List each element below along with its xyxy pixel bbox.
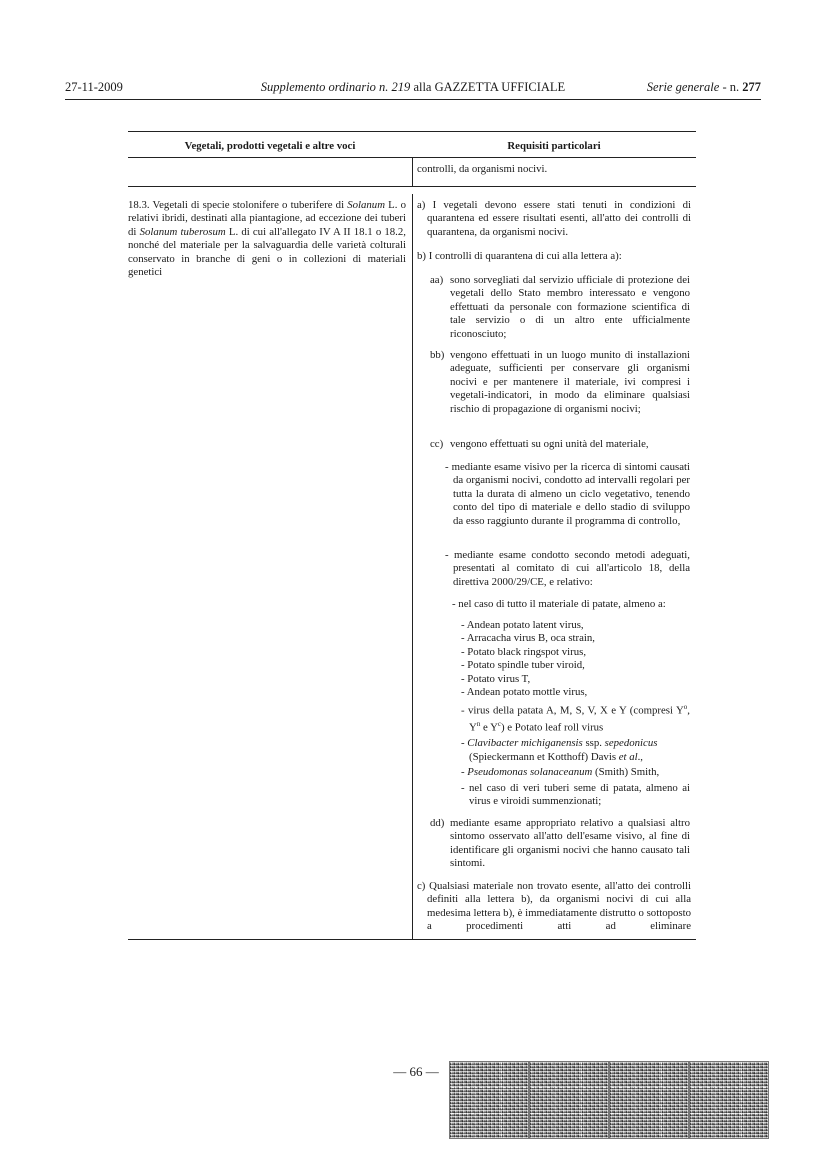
list-item: - Potato spindle tuber viroid,	[461, 659, 585, 672]
label-bb: bb)	[430, 349, 445, 361]
header-supplement: Supplemento ordinario n. 219	[260, 80, 411, 94]
table-bottom-rule	[128, 939, 696, 940]
potato-material-intro: - nel caso di tutto il materiale di patate, almeno a:	[452, 598, 666, 610]
page-number: — 66 —	[393, 1064, 439, 1079]
header-issue-number: 277	[742, 80, 761, 94]
genus-solanum: Solanum	[347, 199, 386, 211]
requirement-b: b) I controlli di quarantena di cui alla lettera a):	[417, 250, 622, 262]
requirement-cc-visual-exam: - mediante esame visivo per la ricerca di sintomi causati da organismi nocivi, condotto ad intervalli regolari per tutta la durata di almeno un ciclo vegetativo, tenendo conto del tipo di materiale e dello stadio di sviluppo da esso raggiunto durante il programma di controllo,	[445, 461, 690, 527]
header-gazette: alla GAZZETTA UFFICIALE	[410, 80, 566, 94]
column-divider	[412, 194, 413, 939]
continuation-divider	[412, 157, 413, 186]
requirement-cc-methods: - mediante esame condotto secondo metodi adeguati, presentati al comitato di cui all'articolo 18, della direttiva 2000/29/CE, e relativo:	[445, 549, 690, 588]
list-item: - Andean potato latent virus,	[461, 619, 584, 631]
page-header	[65, 80, 761, 96]
list-item: - Andean potato mottle virus,	[461, 686, 588, 699]
list-item-clavibacter: - Clavibacter michiganensis ssp. sepedonicus (Spieckermann et Kotthoff) Davis et al.,	[461, 737, 658, 763]
list-item: - Arracacha virus B, oca strain,	[461, 632, 596, 645]
item-18-3-description: 18.3. Vegetali di specie stolonifere o tuberifere di Solanum L. o relativi ibridi, destinati alla piantagione, ad eccezione dei tuberi di Solanum tuberosum L. di cui all'allegato IV A II 18.1 o 18.2, nonché del materiale per la salvaguardia delle varietà colturali conservato in branche di geni o in collezioni di materiali genetici	[128, 199, 406, 279]
table-top-rule	[128, 131, 696, 132]
print-mark-pattern	[529, 1061, 609, 1139]
list-item-true-seed: - nel caso di veri tuberi seme di patata, almeno ai virus e viroidi summenzionati;	[461, 781, 690, 808]
print-mark-pattern	[689, 1061, 769, 1139]
header-rule	[65, 99, 761, 100]
species-solanum-tuberosum: Solanum tuberosum	[139, 225, 226, 238]
continuation-text: controlli, da organismi nocivi.	[417, 163, 548, 175]
list-item-pseudomonas: - Pseudomonas solanaceanum (Smith) Smith,	[461, 766, 660, 779]
column-header-plants: Vegetali, prodotti vegetali e altre voci	[184, 140, 356, 152]
label-dd: dd)	[430, 817, 445, 829]
header-series-label: Serie generale	[646, 80, 720, 94]
requirement-bb: vengono effettuati in un luogo munito di installazioni adeguate, sufficienti per conservare gli organismi nocivi e per mantenere il materiale, ivi compresi i vegetali-indicatori, in modo da eliminare qualsiasi rischio di propagazione di organismi nocivi;	[450, 349, 690, 415]
label-aa: aa)	[430, 274, 444, 286]
list-item: - Potato black ringspot virus,	[461, 645, 587, 658]
requirement-c: c) Qualsiasi materiale non trovato esente, all'atto dei controlli definiti alla lettera b), da organismi nocivi di cui alla medesima lettera b), è immediatamente distrutto o sottoposto a procedimenti atti ad eliminare	[417, 880, 691, 933]
requirement-aa: sono sorvegliati dal servizio ufficiale di protezione dei vegetali dello Stato membro interessato e vengono effettuati da personale con formazione scientifica di tale servizio o di un altro ente ufficialmente riconosciuto;	[450, 274, 690, 340]
header-date: 27-11-2009	[65, 80, 123, 94]
print-mark-pattern	[449, 1061, 529, 1139]
list-item: - Potato virus T,	[461, 672, 531, 685]
requirement-dd: mediante esame appropriato relativo a qualsiasi altro sintomo osservato all'atto dell'esame visivo, al fine di identificare gli organismi nocivi che hanno causato tali sintomi.	[450, 817, 690, 870]
virus-list	[461, 619, 690, 808]
header-series: Serie generale - n. 277	[646, 80, 761, 94]
requirement-cc: vengono effettuati su ogni unità del materiale,	[450, 438, 649, 450]
requirements-table	[128, 131, 696, 939]
list-item-potato-viruses: - virus della patata A, M, S, V, X e Y (compresi $Y^o$, $Y^n$ e $Y^c$) e Potato leaf roll virus	[461, 703, 690, 735]
label-cc: cc)	[430, 438, 444, 450]
column-header-requirements: Requisiti particolari	[507, 140, 601, 152]
print-mark-pattern	[609, 1061, 689, 1139]
requirement-a: a) I vegetali devono essere stati tenuti in condizioni di quarantena ed essere risultati esenti, all'atto dei controlli di quarantena, da organismi nocivi.	[417, 199, 691, 238]
row-separator-rule	[128, 186, 696, 187]
